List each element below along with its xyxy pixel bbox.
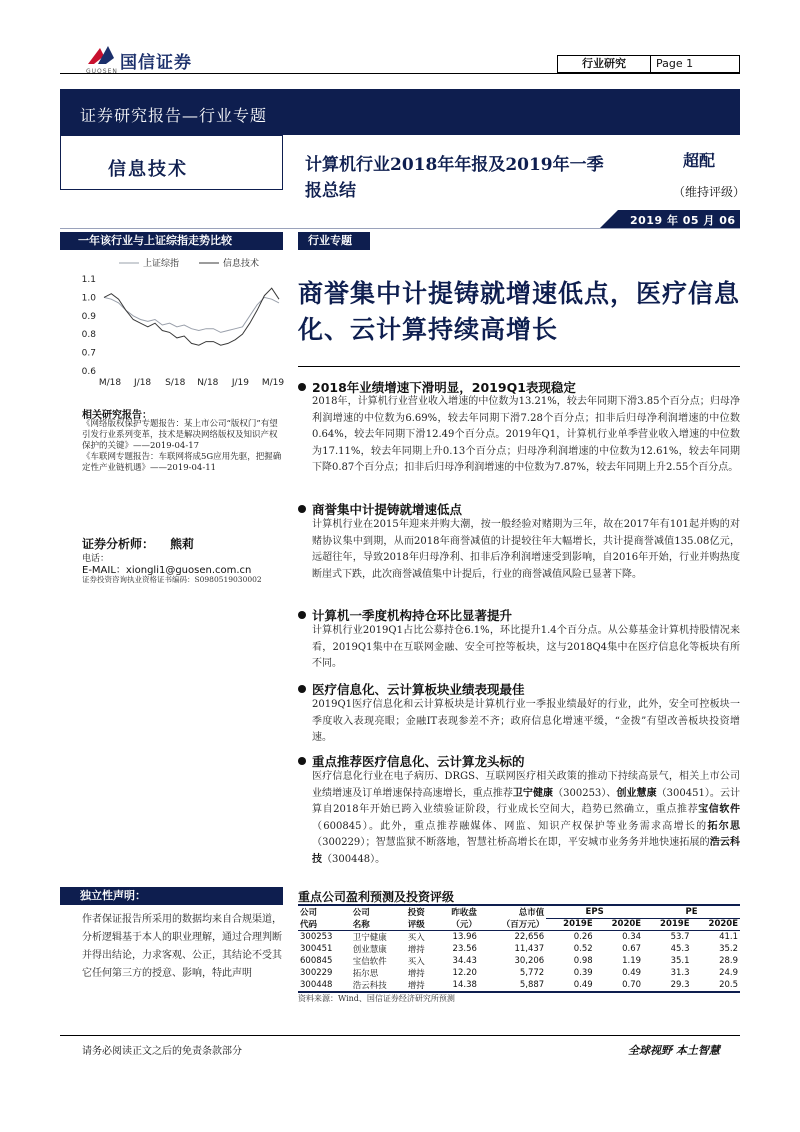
table-cell: 30,206: [514, 956, 545, 966]
table-cell: 34.43: [452, 956, 477, 966]
table-cell: 浩云科技: [351, 979, 406, 992]
table-cell: 0.39: [573, 968, 593, 978]
col-header: 2019E: [643, 918, 691, 931]
disclaimer-note: 请务必阅读正文之后的免责条款部分: [82, 1046, 242, 1057]
rating: 超配: [683, 151, 716, 170]
section-title: 2018年业绩增速下滑明显，2019Q1表现稳定: [298, 378, 576, 396]
table-cell: 53.7: [670, 932, 690, 942]
x-tick-label: N/18: [197, 378, 219, 388]
col-header: （百万元）: [479, 918, 546, 931]
table-cell: 增持: [407, 969, 425, 979]
section-body: 计算机行业在2015年迎来并购大潮，按一般经验对赌期为三年，故在2017年有101起并购的对赌协议集中到期，从而2018年商誉减值的计提较往年大幅增长，共计提商誉减值135.08亿元，远超往年，导致2018年归母净利、扣非后净利润增速受到影响，自2016年开始，行业并购热度断崖式下跌，此次商誉减值集中计提后，行业的商誉减值风险已显著下降。: [312, 519, 740, 580]
trend-chart-heading: 一年该行业与上证综指走势比较: [60, 232, 283, 250]
col-header: 昨收盘: [436, 905, 479, 918]
rating-note: （维持评级）: [673, 185, 746, 199]
logo-text-en: GUOSEN: [86, 68, 118, 75]
y-tick-label: 1.1: [81, 275, 96, 285]
table-cell: 卫宁健康: [352, 933, 387, 943]
col-header: EPS: [546, 905, 643, 918]
x-tick-label: M/18: [98, 378, 122, 388]
recommended-company: 卫宁健康: [512, 787, 554, 799]
col-header: 代码: [298, 918, 351, 931]
col-header: 2020E: [692, 918, 740, 931]
table-cell: 20.5: [692, 979, 740, 992]
table-cell: 0.98: [573, 956, 593, 966]
section-title: 重点推荐医疗信息化、云计算龙头标的: [298, 752, 525, 770]
series-line: [104, 288, 279, 345]
col-header: （元）: [436, 918, 479, 931]
page-info-box: [557, 55, 740, 73]
report-tag: 行业专题: [298, 232, 370, 250]
table-cell: 0.70: [595, 979, 643, 992]
table-cell: 29.3: [643, 979, 691, 992]
forecast-table: [298, 904, 740, 993]
trend-chart: [74, 253, 284, 393]
table-cell: 0.49: [546, 979, 594, 992]
col-header: PE: [643, 905, 740, 918]
table-cell: 300253: [300, 932, 333, 942]
col-header: 评级: [406, 918, 436, 931]
table-title: 重点公司盈利预测及投资评级: [298, 890, 455, 904]
col-header: 公司: [351, 905, 406, 918]
analyst-name: 熊莉: [170, 537, 195, 551]
y-tick-label: 0.6: [81, 367, 96, 377]
analyst-certificate: 证券投资咨询执业资格证书编码：S0980519030002: [82, 575, 262, 584]
table-row: [298, 943, 740, 955]
table-cell: 13.96: [452, 932, 477, 942]
table-row: [298, 979, 740, 992]
table-cell: 0.49: [622, 968, 642, 978]
table-cell: 14.38: [436, 979, 479, 992]
table-cell: 0.52: [573, 944, 593, 954]
text-run: （600845）。此外，重点推荐融媒体、网监、知识产权保护等业务需求高增长的: [312, 820, 708, 832]
bullet-icon: [298, 757, 306, 765]
y-tick-label: 0.7: [81, 348, 96, 359]
table-source: 资料来源：Wind、国信证券经济研究所预测: [298, 994, 455, 1003]
legend-label: 信息技术: [223, 259, 260, 269]
table-cell: 23.56: [452, 944, 477, 954]
text-run: （300448）。: [322, 853, 386, 865]
series-line: [104, 297, 279, 332]
text-run: （300451）。云计算自2018年开始已跨入业绩验证阶段，行业成长空间大，趋势已然确立，重点推荐: [312, 787, 741, 815]
section-title: 计算机一季度机构持仓环比显著提升: [298, 606, 512, 624]
recommended-company: 拓尔思: [707, 820, 740, 832]
report-title: 计算机行业2018年年报及2019年一季报总结: [305, 155, 604, 201]
recommended-company: 浩云科技: [312, 837, 740, 865]
col-header: 2019E: [546, 918, 594, 931]
col-header: 投资: [406, 905, 436, 918]
independence-heading: 独立性声明：: [60, 887, 283, 905]
x-tick-label: J/18: [134, 378, 152, 388]
analyst-label: 证券分析师：: [82, 537, 155, 551]
table-cell: 创业慧康: [352, 945, 387, 955]
col-header: 总市值: [479, 905, 546, 918]
table-row: [298, 931, 740, 944]
page-number: Page 1: [656, 57, 694, 70]
section-title: 商誉集中计提铸就增速低点: [298, 500, 462, 518]
logo-text: 国信证券: [120, 53, 192, 73]
recommended-company: 宝信软件: [698, 804, 740, 815]
independence-statement: 作者保证报告所采用的数据均来自合规渠道，分析逻辑基于本人的职业理解，通过合理判断并得出结论，力求客观、公正，其结论不受其它任何第三方的授意、影响，特此声明: [82, 914, 282, 979]
table-cell: 41.1: [719, 932, 738, 942]
table-cell: 拓尔思: [352, 969, 379, 979]
header-divider: [60, 73, 740, 74]
report-date: 2019 年 05 月 06 日: [630, 214, 752, 227]
date-divider: [60, 228, 740, 229]
table-cell: 1.19: [622, 956, 642, 966]
analyst-email[interactable]: E-MAIL：xiongli1@guosen.com.cn: [82, 565, 252, 576]
recommended-company: 创业慧康: [616, 787, 657, 799]
table-cell: 45.3: [670, 944, 690, 954]
report-category: 证券研究报告—行业专题: [80, 106, 268, 125]
doc-type: 行业研究: [558, 56, 651, 72]
headline: 商誉集中计提铸就增速低点，医疗信息化、云计算持续高增长: [298, 279, 741, 344]
legend-label: 上证综指: [143, 259, 180, 269]
y-tick-label: 1.0: [81, 293, 96, 304]
table-cell: 28.9: [719, 956, 738, 966]
text-run: （300229）；智慧监狱不断落地，智慧社桥高增长在即，平安城市业务务并地快速拓展的: [312, 837, 710, 848]
col-header: 2020E: [595, 918, 643, 931]
bullet-icon: [298, 505, 306, 513]
bullet-icon: [298, 383, 306, 391]
table-cell: 5,887: [479, 979, 546, 992]
col-header: 公司: [298, 905, 351, 918]
table-cell: 35.2: [719, 944, 738, 954]
table-row: [298, 955, 740, 967]
headline-divider: [298, 366, 740, 367]
x-tick-label: J/19: [231, 378, 249, 388]
table-cell: 宝信软件: [352, 957, 387, 967]
table-cell: 12.20: [452, 968, 477, 978]
bullet-icon: [298, 685, 306, 693]
table-cell: 24.9: [719, 968, 738, 978]
section-title: 医疗信息化、云计算板块业绩表现最佳: [298, 680, 525, 698]
text-run: 医疗信息化行业在电子病历、DRGS、互联网医疗相关政策的推动下持续高景气，相关上市公司业绩增速及订单增速保持高速增长，重点推荐: [312, 771, 740, 799]
table-cell: 0.26: [573, 932, 593, 942]
x-tick-label: M/19: [261, 378, 284, 388]
guosen-logo-icon: [86, 44, 116, 66]
table-cell: 买入: [407, 957, 425, 967]
table-cell: 22,656: [514, 932, 545, 942]
table-cell: 0.67: [622, 944, 642, 954]
y-tick-label: 0.9: [81, 311, 96, 322]
table-cell: 300229: [300, 968, 333, 978]
table-cell: 31.3: [670, 968, 690, 978]
section-body: 2018年，计算机行业营业收入增速的中位数为13.21%，较去年同期下滑3.85个百分点；归母净利润增速的中位数为6.69%，较去年同期下滑7.28个百分点；扣非后归母净利润增速的中位数0.64%，较去年同期下滑12.49个百分点。2019年Q1，计算机行业单季营业收入增速的中位数为17.11%，较去年同期上升0.13个百分点；归母净利润增速的中位数为12.61%，较去年同期下降0.87个百分点；扣非后归母净利润增速的中位数为7.87%，较去年同期上升2.55个百分点。: [312, 396, 740, 473]
related-research-title: 相关研究报告：: [82, 410, 152, 421]
analyst-phone: 电话：: [82, 554, 110, 564]
table-row: [298, 967, 740, 979]
text-run: （300253）、: [553, 787, 617, 799]
table-cell: 5,772: [519, 968, 545, 978]
bullet-icon: [298, 611, 306, 619]
section-body: 计算机行业2019Q1占比公募持仓6.1%，环比提升1.4个百分点。从公募基金计算机持股情况来看，2019Q1集中在互联网金融、安全可控等板块，这与2018Q4集中在医疗信息化等板块有所不同。: [312, 625, 740, 669]
x-tick-label: S/18: [165, 378, 186, 388]
table-cell: 增持: [406, 979, 436, 992]
y-tick-label: 0.8: [81, 330, 96, 341]
related-research-list: 《网络版权保护专题报告：某上市公司“版权门”有望引发行业系列变革，技术是解决网络版权及知识产权保护的关键》——2019-04-17 《车联网专题报告：车联网将成5G应用先驱，把握确定性产业链机遇》——2019-04-11: [82, 419, 282, 473]
slogan: 全球视野 本土智慧: [628, 1044, 720, 1057]
table-cell: 增持: [407, 945, 425, 955]
sector-name: 信息技术: [108, 159, 188, 180]
table-cell: 11,437: [514, 944, 545, 954]
table-cell: 35.1: [670, 956, 690, 966]
table-cell: 300451: [300, 944, 333, 954]
table-cell: 300448: [298, 979, 351, 992]
col-header: 名称: [351, 918, 406, 931]
table-cell: 0.34: [622, 932, 642, 942]
section-body: 2019Q1医疗信息化和云计算板块是计算机行业一季报业绩最好的行业，此外，安全可控板块一季度收入表现亮眼；金融IT表现参差不齐；政府信息化增速平缓，“金拨”有望改善板块投资增速。: [312, 699, 740, 743]
table-cell: 600845: [300, 956, 333, 966]
table-cell: 买入: [407, 933, 425, 943]
section-body: [312, 769, 740, 868]
footer-divider: [60, 1035, 740, 1036]
